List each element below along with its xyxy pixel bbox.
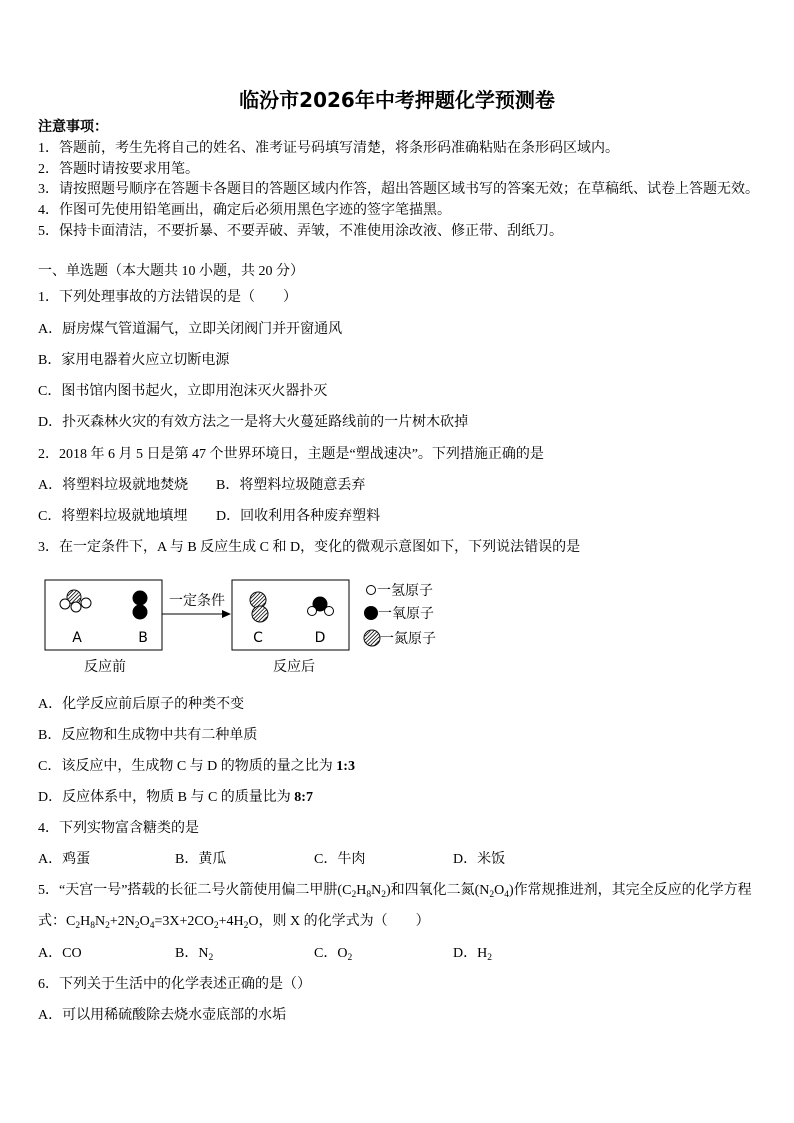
molecule-a xyxy=(60,590,91,612)
notice-item: 3．请按照题号顺序在答题卡各题目的答题区域内作答，超出答题区域书写的答案无效；在草稿纸、试卷上答题无效。 xyxy=(38,182,759,197)
hydrogen-atom xyxy=(325,607,334,616)
q2-option-c: C．将塑料垃圾就地填埋 xyxy=(38,509,188,524)
subscript: 2 xyxy=(134,921,140,931)
q5-stem xyxy=(38,881,752,901)
option-text: B．N xyxy=(175,946,209,961)
hydrogen-atom xyxy=(71,602,81,612)
stem-text: N xyxy=(371,883,382,898)
subscript: 4 xyxy=(504,890,509,900)
label-c: C xyxy=(253,630,263,646)
molecule-d xyxy=(308,597,334,616)
subscript: 8 xyxy=(366,890,372,900)
section-heading: 一、单选题（本大题共 10 小题，共 20 分） xyxy=(38,264,304,279)
q4-option-c: C．牛肉 xyxy=(314,852,366,867)
stem-text: O xyxy=(139,914,150,929)
q2-option-d: D．回收利用各种废弃塑料 xyxy=(216,509,381,524)
hydrogen-atom xyxy=(60,599,70,609)
q4-option-a: A．鸡蛋 xyxy=(38,852,91,867)
stem-text: H xyxy=(80,914,91,929)
subscript: 2 xyxy=(381,890,386,900)
subscript: 2 xyxy=(75,921,81,931)
page-title: 临汾市2026年中考押题化学预测卷 xyxy=(239,88,555,112)
option-text: C．O xyxy=(314,946,348,961)
option-text: D．反应体系中，物质 B 与 C 的质量比为 xyxy=(38,790,295,805)
notice-heading: 注意事项： xyxy=(38,120,108,135)
stem-text: =3X+2CO xyxy=(154,914,214,929)
notice-item: 4．作图可先使用铅笔画出，确定后必须用黑色字迹的签字笔描黑。 xyxy=(38,203,451,218)
stem-text: )和四氧化二氮(N xyxy=(385,883,490,898)
legend-oxygen-icon xyxy=(364,606,378,620)
q1-option-b: B．家用电器着火应立切断电源 xyxy=(38,353,230,368)
subscript: 2 xyxy=(208,953,214,963)
q4-option-b: B．黄瓜 xyxy=(175,852,227,867)
legend-nitrogen-text: 一氮原子 xyxy=(380,631,436,647)
q4-stem: 4．下列实物富含糖类的是 xyxy=(38,821,199,836)
q3-option-a: A．化学反应前后原子的种类不变 xyxy=(38,697,245,712)
subscript: 2 xyxy=(213,921,219,931)
stem-text: +4H xyxy=(218,914,244,929)
subscript: 2 xyxy=(487,953,492,963)
legend-hydrogen-text: 一氢原子 xyxy=(377,583,433,599)
stem-text: O xyxy=(494,883,505,898)
label-a: A xyxy=(72,630,82,646)
q1-option-a: A．厨房煤气管道漏气，立即关闭阀门并开窗通风 xyxy=(38,322,343,337)
subscript: 2 xyxy=(489,890,495,900)
q5-option-b xyxy=(175,944,213,964)
stem-text: H xyxy=(356,883,367,898)
q5-equation-line xyxy=(38,912,430,932)
q2-stem: 2．2018 年 6 月 5 日是第 47 个世界环境日，主题是“塑战速决”。下列措施正确的是 xyxy=(38,447,544,462)
stem-text: 式：C xyxy=(38,914,76,929)
stem-text: O，则 X 的化学式为（ ） xyxy=(248,914,430,929)
reaction-condition: 一定条件 xyxy=(169,593,225,609)
ratio-value: 1:3 xyxy=(336,759,355,774)
stem-text: )作常规推进剂，其完全反应的化学方程 xyxy=(509,883,752,898)
q2-option-b: B．将塑料垃圾随意丢弃 xyxy=(216,478,366,493)
q3-option-d xyxy=(38,788,313,808)
q5-option-d xyxy=(453,944,492,964)
stem-text: +2N xyxy=(109,914,135,929)
subscript: 2 xyxy=(351,890,357,900)
oxygen-atom xyxy=(133,591,148,606)
ratio-value: 8:7 xyxy=(294,790,313,805)
stem-text: 5．“天宫一号”搭载的长征二号火箭使用偏二甲肼(C xyxy=(38,883,352,898)
reaction-arrow xyxy=(162,610,231,618)
molecule-c xyxy=(250,592,268,622)
q1-option-d: D．扑灭森林火灾的有效方法之一是将大火蔓延路线前的一片树木砍掉 xyxy=(38,415,469,430)
hydrogen-atom xyxy=(81,598,91,608)
option-text: C．该反应中，生成物 C 与 D 的物质的量之比为 xyxy=(38,759,337,774)
q3-option-b: B．反应物和生成物中共有二种单质 xyxy=(38,728,258,743)
q1-option-c: C．图书馆内图书起火，立即用泡沫灭火器扑灭 xyxy=(38,384,328,399)
q5-option-a xyxy=(38,944,82,964)
molecule-b xyxy=(133,591,148,620)
hydrogen-atom xyxy=(308,607,317,616)
subscript: 8 xyxy=(90,921,95,931)
q4-option-d: D．米饭 xyxy=(453,852,506,867)
notice-item: 1．答题前，考生先将自己的姓名、准考证号码填写清楚，将条形码准确粘贴在条形码区域内。 xyxy=(38,141,619,156)
after-caption: 反应后 xyxy=(273,659,315,675)
label-d: D xyxy=(314,630,326,646)
before-caption: 反应前 xyxy=(84,659,126,675)
notice-item: 5．保持卡面清洁，不要折暴、不要弄破、弄皱，不准使用涂改液、修正带、刮纸刀。 xyxy=(38,224,563,239)
q6-option-a: A．可以用稀硫酸除去烧水壶底部的水垢 xyxy=(38,1008,287,1023)
option-text: A．CO xyxy=(38,946,82,961)
subscript: 2 xyxy=(105,921,110,931)
reaction-micro-diagram xyxy=(40,572,460,680)
stem-text: N xyxy=(94,914,106,929)
q5-option-c xyxy=(314,944,352,964)
subscript: 4 xyxy=(149,921,155,931)
subscript: 2 xyxy=(243,921,249,931)
q3-stem: 3．在一定条件下，A 与 B 反应生成 C 和 D，变化的微观示意图如下，下列说法错误的是 xyxy=(38,540,581,555)
q3-option-c xyxy=(38,757,355,777)
label-b: B xyxy=(138,630,148,646)
legend-oxygen-text: 一氧原子 xyxy=(378,606,434,622)
q6-stem: 6．下列关于生活中的化学表述正确的是（） xyxy=(38,977,311,992)
legend-hydrogen-icon xyxy=(367,586,376,595)
oxygen-atom xyxy=(133,605,148,620)
legend xyxy=(364,583,436,647)
subscript: 2 xyxy=(347,953,353,963)
arrow-head-icon xyxy=(222,610,231,618)
q1-stem: 1．下列处理事故的方法错误的是（ ） xyxy=(38,290,297,305)
q2-option-a: A．将塑料垃圾就地焚烧 xyxy=(38,478,189,493)
notice-item: 2．答题时请按要求用笔。 xyxy=(38,162,199,177)
option-text: D．H xyxy=(453,946,488,961)
